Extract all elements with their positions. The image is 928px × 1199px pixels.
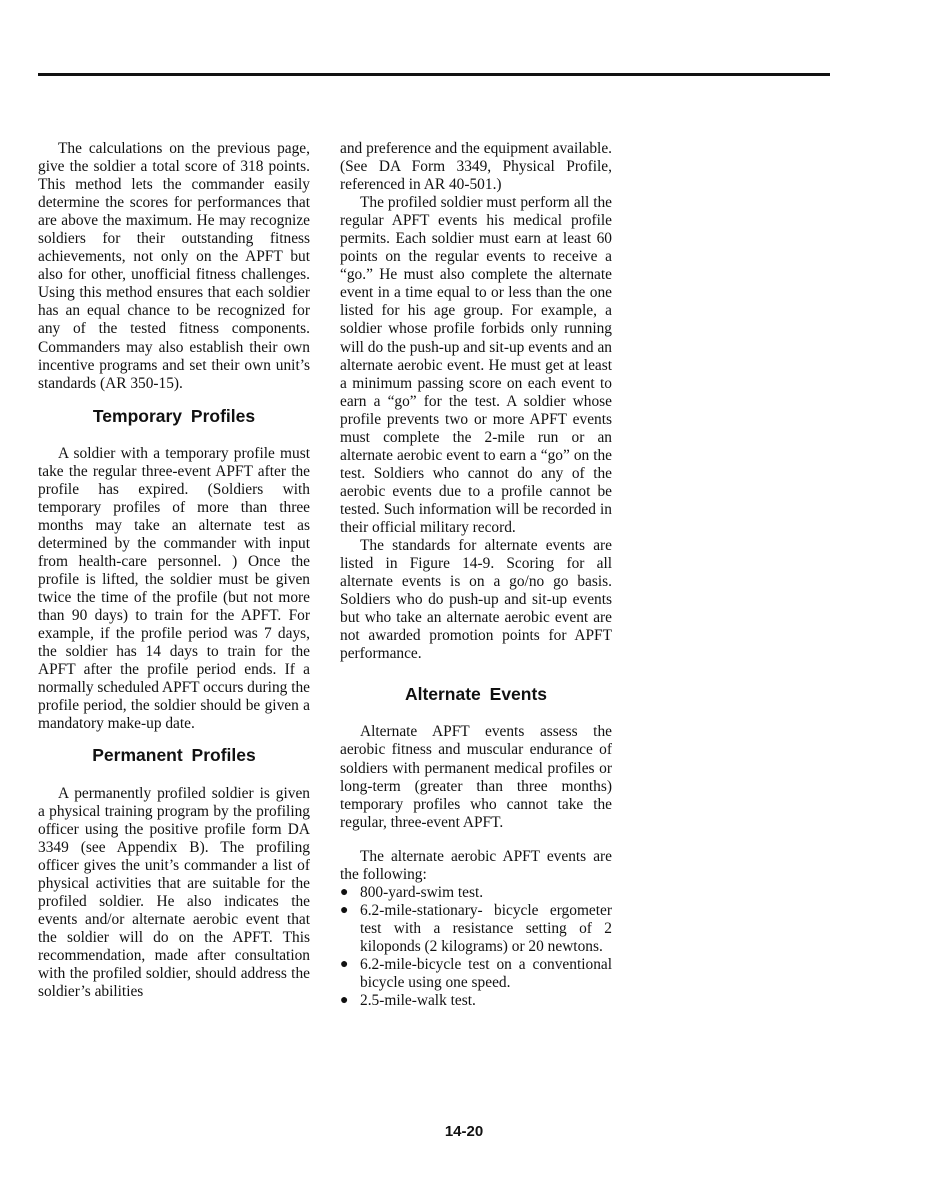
- bullet-icon: ●: [340, 884, 349, 900]
- header-rule: [38, 73, 830, 76]
- left-column: [38, 140, 310, 1001]
- bullet-icon: ●: [340, 993, 349, 1009]
- paragraph-calculations: The calculations on the previous page, give the soldier a total score of 318 points. This method lets the commander easily determine the scores for performances that are above the maximum. He may recognize soldiers for their outstanding fitness achievements, not only on the APFT but also for other, unofficial fitness challenges. Using this method ensures that each soldier has an equal chance to be recognized for any of the tested fitness components. Commanders may also establish their own incentive programs and set their own unit’s standards (AR 350-15).: [38, 140, 310, 392]
- list-item: ● 2.5-mile-walk test.: [340, 992, 476, 1010]
- heading-temporary-profiles: Temporary Profiles: [92, 405, 256, 426]
- page-number: 14-20: [444, 1123, 484, 1140]
- right-column: [340, 140, 612, 1010]
- paragraph-standards: The standards for alternate events are listed in Figure 14-9. Scoring for all alternate events is on a go/no go basis. Soldiers who do push-up and sit-up events but who take an alternate aerobic event are not awarded promotion points for APFT performance.: [340, 537, 612, 663]
- paragraph-profiled-soldier: The profiled soldier must perform all the regular APFT events his medical profile permits. Each soldier must earn at least 60 points on the regular events to receive a “go.” He must also complete the alternate event in a time equal to or less than the one listed for his age group. For example, a soldier whose profile forbids only running will do the push-up and sit-up events and an alternate aerobic event. He must get at least a minimum passing score on each event to earn a “go” for the test. A soldier whose profile prevents two or more APFT events must complete the 2-mile run or an alternate aerobic event to earn a “go” on the test. Soldiers who cannot do any of the aerobic events due to a profile cannot be tested. Such information will be recorded in their official military record.: [340, 194, 612, 536]
- heading-permanent-profiles: Permanent Profiles: [92, 745, 256, 766]
- list-item: ● 6.2-mile-bicycle test on a conventional bicycle using one speed.: [340, 955, 612, 992]
- paragraph-continued: and preference and the equipment available. (See DA Form 3349, Physical Profile, referenced in AR 40-501.): [340, 140, 612, 194]
- bullet-icon: ●: [340, 902, 349, 918]
- paragraph-alternate-events: Alternate APFT events assess the aerobic fitness and muscular endurance of soldiers with permanent medical profiles or long-term (greater than three months) temporary profiles who cannot take the regular, three-event APFT.: [340, 723, 612, 831]
- alternate-events-list: [340, 884, 612, 1010]
- bullet-icon: ●: [340, 956, 349, 972]
- heading-alternate-events: Alternate Events: [404, 684, 548, 705]
- paragraph-list-intro: The alternate aerobic APFT events are the following:: [340, 847, 612, 883]
- paragraph-permanent-profiles: A permanently profiled soldier is given a physical training program by the profiling officer using the positive profile form DA 3349 (see Appendix B). The profiling officer gives the unit’s commander a list of physical activities that are suitable for the profiled soldier. He also indicates the events and/or alternate aerobic event that the soldier will do on the APFT. This recommendation, made after consultation with the profiled soldier, should address the soldier’s abilities: [38, 784, 310, 1001]
- list-item: ● 800-yard-swim test.: [340, 883, 484, 901]
- list-item: ● 6.2-mile-stationary- bicycle ergometer test with a resistance setting of 2 kiloponds (2 kilograms) or 20 newtons.: [340, 901, 612, 955]
- paragraph-temporary-profiles: A soldier with a temporary profile must take the regular three-event APFT after the profile has expired. (Soldiers with temporary profiles of more than three months may take an alternate test as determined by the commander with input from health-care personnel. ) Once the profile is lifted, the soldier must be given twice the time of the profile (but not more than 90 days) to train for the APFT. For example, if the profile period was 7 days, the soldier has 14 days to train for the APFT after the profile period ends. If a normally scheduled APFT occurs during the profile period, the soldier should be given a mandatory make-up date.: [38, 444, 311, 733]
